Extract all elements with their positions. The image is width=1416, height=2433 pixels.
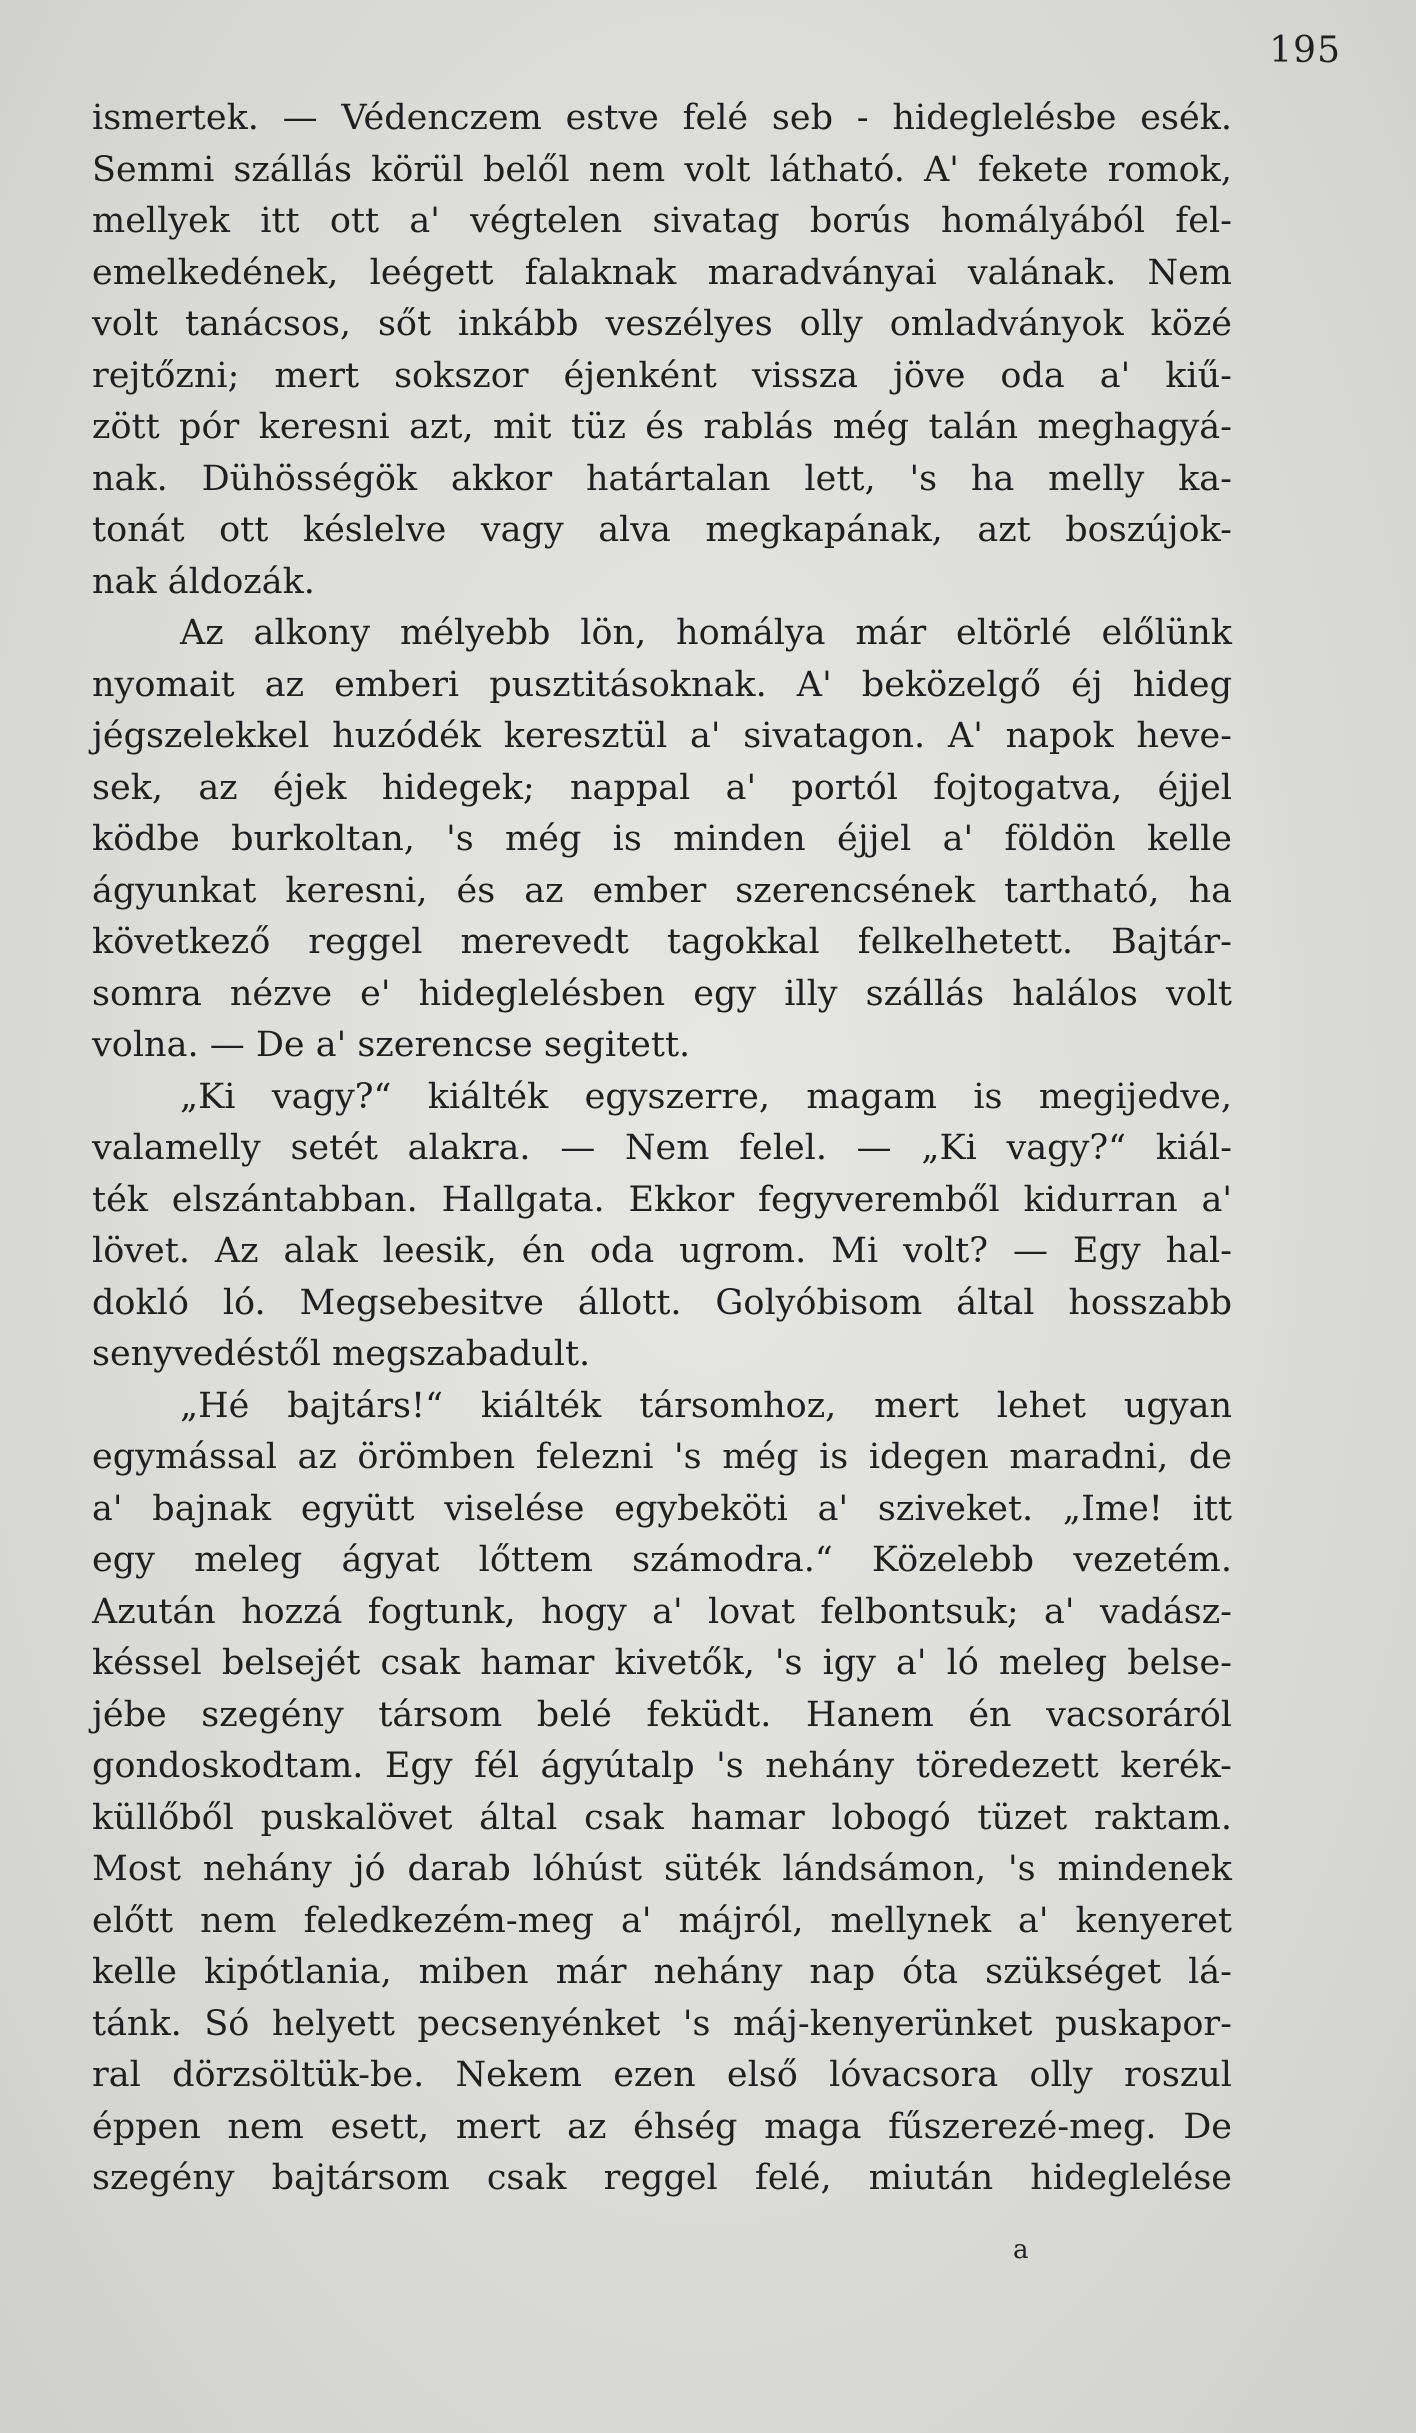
text-line: zött pór keresni azt, mit tüz és rablás még talán meghagyá- xyxy=(92,407,1232,447)
text-line: volna. — De a' szerencse segitett. xyxy=(92,1025,691,1065)
text-line: késsel belsejét csak hamar kivetők, 's igy a' ló meleg belse- xyxy=(92,1643,1232,1683)
text-line: gondoskodtam. Egy fél ágyútalp 's nehány töredezett kerék- xyxy=(92,1746,1232,1786)
text-line: ismertek. — Védenczem estve felé seb - hideglelésbe esék. xyxy=(92,98,1232,138)
text-line: egymással az örömben felezni 's még is idegen maradni, de xyxy=(92,1437,1232,1477)
text-line: ték elszántabban. Hallgata. Ekkor fegyveremből kidurran a' xyxy=(92,1179,1232,1220)
text-line: nak. Dühösségök akkor határtalan lett, 's ha melly ka- xyxy=(92,458,1232,499)
text-line: tánk. Só helyett pecsenyénket 's máj-kenyerünket puskapor- xyxy=(92,2003,1232,2044)
text-line: kelle kipótlania, miben már nehány nap óta szükséget lá- xyxy=(92,1952,1232,1992)
text-line: volt tanácsos, sőt inkább veszélyes olly omladványok közé xyxy=(92,304,1232,344)
text-line: Most nehány jó darab lóhúst süték lándsámon, 's mindenek xyxy=(92,1849,1232,1889)
text-line: somra nézve e' hideglelésben egy illy szállás halálos volt xyxy=(92,973,1232,1014)
text-line: senyvedéstől megszabadult. xyxy=(92,1334,591,1374)
text-line: „Ki vagy?“ kiálték egyszerre, magam is megijedve, xyxy=(180,1076,1232,1117)
text-line: következő reggel merevedt tagokkal felkelhetett. Bajtár- xyxy=(92,922,1232,962)
text-line: szegény bajtársom csak reggel felé, miután hideglelése xyxy=(92,2158,1232,2198)
text-line: előtt nem feledkezém-meg a' májról, mellynek a' kenyeret xyxy=(92,1900,1232,1941)
text-line: lövet. Az alak leesik, én oda ugrom. Mi volt? — Egy hal- xyxy=(92,1231,1232,1271)
text-line: Az alkony mélyebb lön, homálya már eltörlé előlünk xyxy=(180,613,1232,653)
text-line: Azután hozzá fogtunk, hogy a' lovat felbontsuk; a' vadász- xyxy=(92,1591,1232,1632)
text-line: valamelly setét alakra. — Nem felel. — „Ki vagy?“ kiál- xyxy=(92,1128,1232,1168)
text-line: mellyek itt ott a' végtelen sivatag borús homályából fel- xyxy=(92,201,1232,241)
text-line: Semmi szállás körül belől nem volt látható. A' fekete romok, xyxy=(92,149,1232,190)
text-line: jébe szegény társom belé feküdt. Hanem én vacsoráról xyxy=(92,1694,1232,1735)
page-number: 195 xyxy=(1269,30,1341,71)
signature-mark: a xyxy=(1013,2235,1029,2265)
text-line: a' bajnak együtt viselése egybeköti a' sziveket. „Ime! itt xyxy=(92,1488,1232,1529)
text-line: sek, az éjek hidegek; nappal a' portól fojtogatva, éjjel xyxy=(92,767,1232,808)
text-line: jégszelekkel huzódék keresztül a' sivatagon. A' napok heve- xyxy=(92,716,1232,756)
text-line: tonát ott késlelve vagy alva megkapának, azt boszújok- xyxy=(92,510,1232,550)
text-line: nyomait az emberi pusztitásoknak. A' beközelgő éj hideg xyxy=(92,664,1232,705)
text-line: rejtőzni; mert sokszor éjenként vissza jöve oda a' kiű- xyxy=(92,355,1232,396)
text-line: éppen nem esett, mert az éhség maga fűszerezé-meg. De xyxy=(92,2106,1232,2147)
text-line: emelkedének, leégett falaknak maradványai valának. Nem xyxy=(92,252,1232,293)
body-text xyxy=(92,93,1232,2205)
text-line: küllőből puskalövet által csak hamar lobogó tüzet raktam. xyxy=(92,1797,1232,1838)
text-line: „Hé bajtárs!“ kiálték társomhoz, mert lehet ugyan xyxy=(180,1385,1232,1426)
text-line: egy meleg ágyat lőttem számodra.“ Közelebb vezetém. xyxy=(92,1540,1232,1580)
text-line: ködbe burkoltan, 's még is minden éjjel a' földön kelle xyxy=(92,819,1232,859)
text-line: dokló ló. Megsebesitve állott. Golyóbisom által hosszabb xyxy=(92,1282,1232,1323)
text-line: ágyunkat keresni, és az ember szerencsének tartható, ha xyxy=(92,870,1232,911)
text-line: ral dörzsöltük-be. Nekem ezen első lóvacsora olly roszul xyxy=(92,2055,1232,2095)
text-line: nak áldozák. xyxy=(92,561,315,602)
